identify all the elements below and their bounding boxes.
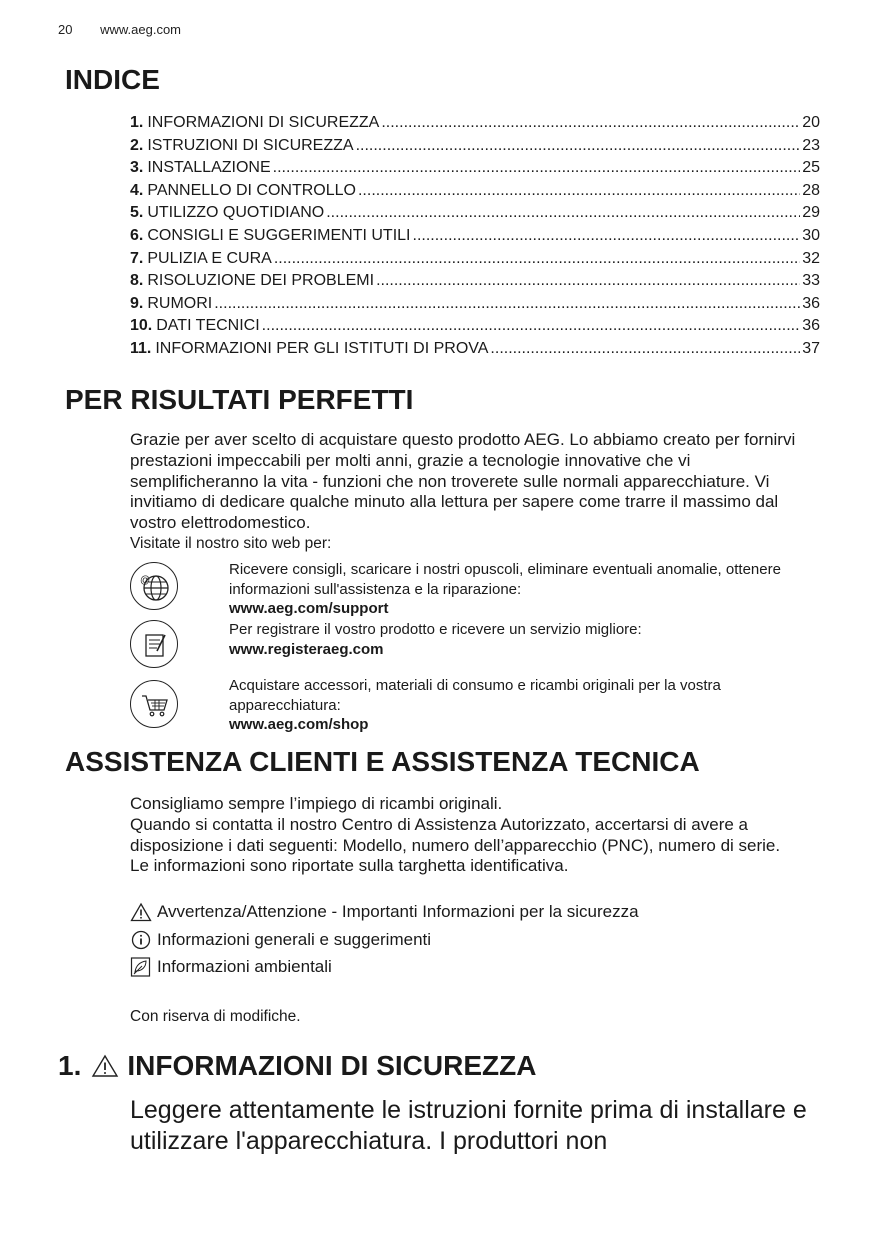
toc-item[interactable] (130, 202, 820, 225)
toc-item[interactable] (130, 135, 820, 158)
table-of-contents (130, 112, 820, 361)
toc-leader-dots (326, 202, 800, 225)
toc-item-number: 6. (130, 226, 144, 244)
toc-item-page: 23 (802, 136, 820, 154)
shop-url[interactable]: www.aeg.com/shop (229, 716, 369, 733)
toc-item-page: 36 (802, 317, 820, 335)
toc-item[interactable] (130, 225, 820, 248)
register-link-text: Per registrare il vostro prodotto e ricevere un servizio migliore: www.registeraeg.com (229, 621, 642, 658)
shop-link-text: Acquistare accessori, materiali di consumo e ricambi originali per la vostra apparecchiatura: www.aeg.com/shop (229, 677, 721, 733)
toc-item-label: INFORMAZIONI PER GLI ISTITUTI DI PROVA (155, 339, 489, 357)
safety-section-label: INFORMAZIONI DI SICUREZZA (127, 1050, 537, 1081)
toc-item-page: 36 (802, 294, 820, 312)
toc-item-label: DATI TECNICI (156, 317, 260, 335)
toc-item-number: 10. (130, 317, 153, 335)
leaf-icon (130, 957, 152, 977)
toc-item[interactable] (130, 293, 820, 316)
visit-website-text: Visitate il nostro sito web per: (130, 535, 332, 552)
toc-item-page: 30 (802, 226, 820, 244)
toc-leader-dots (490, 338, 800, 361)
toc-item-number: 5. (130, 204, 144, 222)
toc-item-page: 29 (802, 204, 820, 222)
toc-item-number: 4. (130, 181, 144, 199)
toc-item[interactable] (130, 338, 820, 361)
toc-item-page: 28 (802, 181, 820, 199)
toc-leader-dots (413, 225, 801, 248)
svg-text:@: @ (140, 575, 151, 586)
toc-leader-dots (274, 248, 800, 271)
register-icon (130, 620, 178, 668)
info-icon (130, 930, 152, 950)
toc-item-page: 20 (802, 114, 820, 131)
toc-item[interactable] (130, 270, 820, 293)
toc-leader-dots (214, 293, 800, 316)
page-header (58, 22, 205, 37)
warning-icon (91, 1054, 119, 1078)
safety-section-number: 1. (58, 1050, 82, 1081)
legend-warning: Avvertenza/Attenzione - Importanti Informazioni per la sicurezza (130, 902, 639, 922)
toc-item-number: 9. (130, 294, 144, 312)
customer-service-title: ASSISTENZA CLIENTI E ASSISTENZA TECNICA (65, 746, 700, 777)
globe-icon (130, 562, 178, 610)
toc-item-number: 1. (130, 114, 144, 131)
toc-item-label: ISTRUZIONI DI SICUREZZA (147, 136, 354, 154)
toc-item-page: 32 (802, 249, 820, 267)
toc-leader-dots (356, 135, 801, 158)
toc-item-label: CONSIGLI E SUGGERIMENTI UTILI (147, 226, 411, 244)
safety-intro-text: Leggere attentamente le istruzioni fornite prima di installare e utilizzare l'apparecchiatura. I produttori non (130, 1096, 807, 1155)
toc-item-label: RUMORI (147, 294, 213, 312)
website-link[interactable]: www.aeg.com (100, 22, 182, 37)
toc-item[interactable] (130, 180, 820, 203)
perfect-results-title: PER RISULTATI PERFETTI (65, 384, 414, 415)
perfect-results-paragraph: Grazie per aver scelto di acquistare questo prodotto AEG. Lo abbiamo creato per fornirvi prestazioni impeccabili per molti anni, grazie a tecnologie innovative che vi semplificheranno la vita - funzioni che non troverete sulle normali apparecchiature. Vi invitiamo di dedicare qualche minuto alla lettura per sapere come trarre il massimo dal vostro elettrodomestico. (130, 430, 796, 533)
toc-item[interactable] (130, 248, 820, 271)
safety-section-title (58, 1050, 536, 1082)
toc-leader-dots (262, 315, 801, 338)
toc-item-label: RISOLUZIONE DEI PROBLEMI (147, 272, 375, 290)
page-number: 20 (58, 22, 73, 37)
toc-item-label: UTILIZZO QUOTIDIANO (147, 204, 325, 222)
toc-item-number: 11. (130, 339, 152, 357)
toc-item-page: 25 (802, 159, 820, 177)
toc-item-number: 7. (130, 249, 144, 267)
toc-item[interactable] (130, 315, 820, 338)
toc-item-page: 37 (802, 339, 820, 357)
register-url[interactable]: www.registeraeg.com (229, 640, 384, 658)
toc-item-page: 33 (802, 272, 820, 290)
warning-icon (130, 902, 152, 922)
customer-service-text: Consigliamo sempre l’impiego di ricambi originali. Quando si contatta il nostro Centro di Assistenza Autorizzato, accertarsi di avere a disposizione i dati seguenti: Modello, numero dell’apparecchio (PNC), numero di serie. Le informazioni sono riportate sulla targhetta identificativa. (130, 794, 781, 876)
toc-item-label: PANNELLO DI CONTROLLO (147, 181, 356, 199)
toc-leader-dots (376, 270, 800, 293)
changes-note: Con riserva di modifiche. (130, 1008, 301, 1025)
toc-leader-dots (358, 180, 800, 203)
index-title: INDICE (65, 64, 160, 95)
toc-leader-dots (381, 112, 800, 135)
support-link-text: Ricevere consigli, scaricare i nostri opuscoli, eliminare eventuali anomalie, ottenere informazioni sull'assistenza e la riparazione: www.aeg.com/support (229, 561, 781, 617)
legend-info: Informazioni generali e suggerimenti (130, 930, 431, 950)
toc-leader-dots (273, 157, 801, 180)
support-url[interactable]: www.aeg.com/support (229, 600, 389, 617)
toc-item-number: 3. (130, 159, 144, 177)
toc-item-label: INFORMAZIONI DI SICUREZZA (147, 114, 380, 131)
cart-icon (130, 680, 178, 728)
toc-item[interactable] (130, 157, 820, 180)
toc-item-label: PULIZIA E CURA (147, 249, 272, 267)
toc-item[interactable] (130, 112, 820, 135)
toc-item-label: INSTALLAZIONE (147, 159, 271, 177)
toc-item-number: 2. (130, 136, 144, 154)
legend-environment: Informazioni ambientali (130, 957, 332, 977)
toc-item-number: 8. (130, 272, 144, 290)
